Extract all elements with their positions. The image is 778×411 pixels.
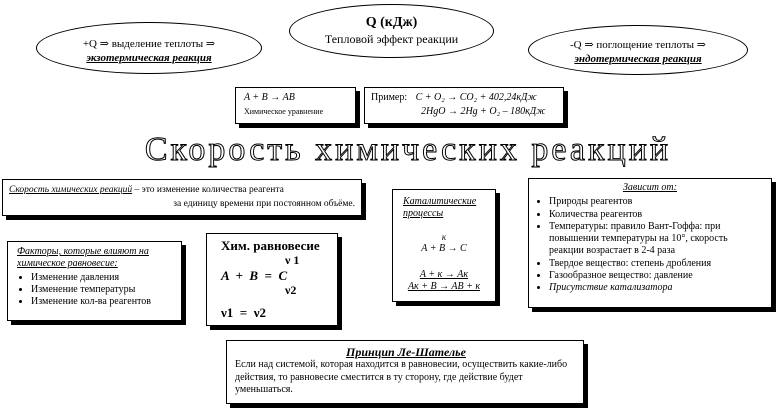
depends-item: • Газообразное вещество: давление bbox=[549, 270, 765, 282]
heat-effect-title: Q (кДж) bbox=[365, 15, 418, 30]
depends-item: • Природы реагентов bbox=[549, 196, 765, 208]
catalytic-k: к bbox=[441, 232, 447, 242]
depends-item: • Количества реагентов bbox=[549, 209, 765, 221]
exothermic-label: экзотермическая реакция bbox=[86, 52, 212, 64]
definition-term: Скорость химических реакций bbox=[9, 185, 133, 195]
example-label: Пример: bbox=[371, 92, 408, 103]
le-chatelier-text: Если над системой, которая находится в равновесии, осуществить какие-либо действия, то равновесие сместится в ту сторону, где действие будет уменьшаться. bbox=[235, 359, 568, 395]
example-eq2: 2HgO → 2Hg + O₂ – 180кДж bbox=[421, 106, 546, 117]
equilibrium-v2: ν2 bbox=[285, 283, 297, 297]
endothermic-label: эндотермическая реакция bbox=[574, 53, 702, 65]
definition-text2: за единицу времени при постоянном объёме. bbox=[173, 199, 355, 209]
equilibrium-title: Хим. равновесие bbox=[221, 238, 320, 253]
banner-title: Скорость химических реакций bbox=[144, 131, 672, 168]
equilibrium-rates: ν1 = ν2 bbox=[221, 305, 267, 320]
catalytic-eq1: A + B → C bbox=[421, 243, 467, 254]
depends-box bbox=[528, 178, 772, 308]
equilibrium-box bbox=[206, 233, 338, 326]
equilibrium-equation: A + B = C bbox=[221, 268, 288, 283]
factors-box bbox=[7, 241, 182, 321]
le-chatelier-title: Принцип Ле-Шателье bbox=[346, 345, 466, 359]
example-eq1: C + O₂ → CO₂ + 402,24кДж bbox=[415, 92, 537, 103]
factors-title: Факторы, которые влияют на химическое равновесие: bbox=[17, 246, 149, 269]
depends-item: • Твердое вещество: степень дробления bbox=[549, 258, 765, 270]
equation-caption: Химическое уравнение bbox=[244, 107, 324, 116]
catalytic-box bbox=[392, 189, 496, 302]
factors-item: • Изменение давления bbox=[31, 272, 176, 284]
endothermic-ellipse bbox=[528, 25, 748, 75]
depends-title: Зависит от: bbox=[622, 182, 677, 193]
factors-item: • Изменение кол-ва реагентов bbox=[31, 296, 176, 308]
banner-title-graphic bbox=[0, 126, 778, 168]
endothermic-line1: -Q ⇒ поглощение теплоты ⇒ bbox=[570, 39, 706, 51]
exothermic-line1: +Q ⇒ выделение теплоты ⇒ bbox=[82, 38, 216, 50]
definition-text1: – это изменение количества реагента bbox=[134, 185, 284, 195]
equation-box bbox=[235, 87, 356, 124]
catalytic-eq3: Aк + B → AB + к bbox=[407, 281, 481, 292]
exothermic-ellipse bbox=[36, 22, 262, 74]
heat-effect-subtitle: Тепловой эффект реакции bbox=[324, 32, 459, 46]
definition-box bbox=[2, 179, 362, 216]
equation-formula: A + B → AB bbox=[244, 92, 295, 103]
catalytic-title: Каталитические процессы bbox=[403, 196, 477, 219]
factors-item: • Изменение температуры bbox=[31, 284, 176, 296]
depends-item: • Присутствие катализатора bbox=[549, 282, 765, 294]
equilibrium-v1: ν 1 bbox=[285, 253, 300, 267]
catalytic-eq2: A + к → Aк bbox=[419, 269, 469, 280]
heat-effect-ellipse bbox=[289, 4, 494, 58]
le-chatelier-box bbox=[226, 340, 584, 404]
example-box bbox=[364, 87, 564, 124]
depends-item: • Температуры: правило Вант-Гоффа: при повышении температуры на 10°, скорость реакции возрастает в 2-4 раза bbox=[549, 221, 765, 258]
